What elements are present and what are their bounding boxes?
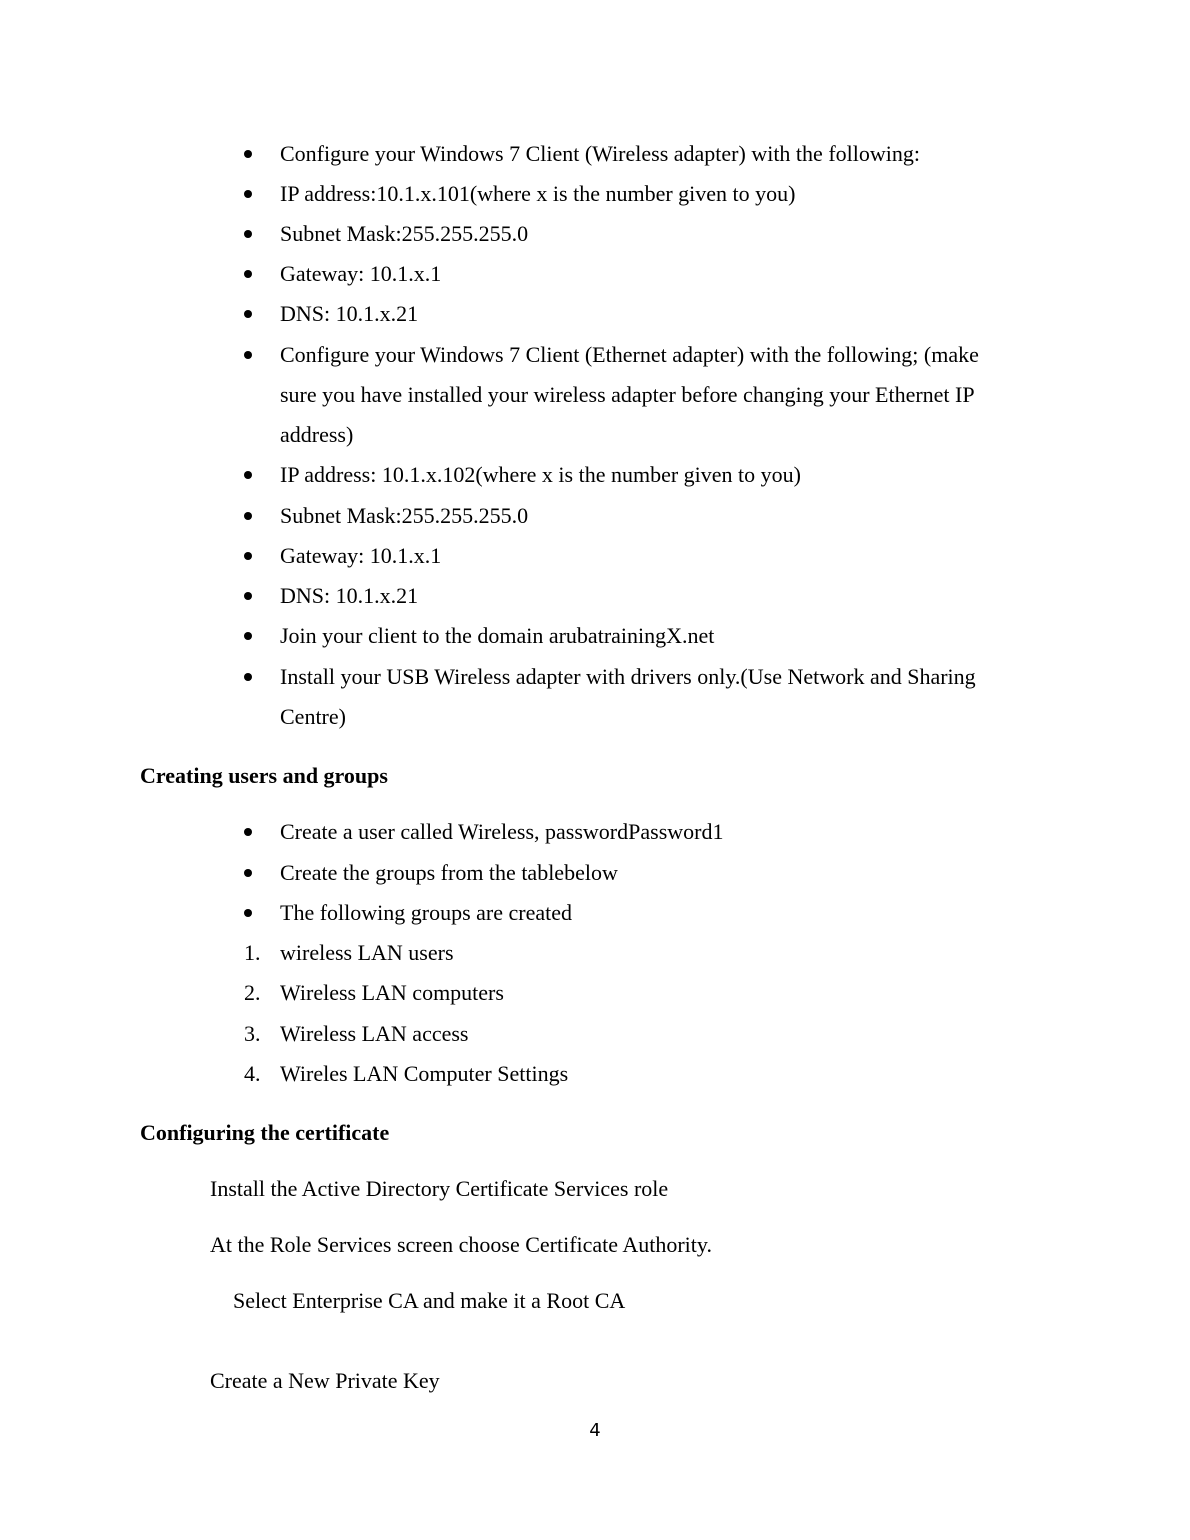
list-item: Gateway: 10.1.x.1 (280, 261, 442, 286)
bullet-icon (243, 853, 255, 893)
bullet-icon (243, 536, 255, 576)
list-item: Configure your Windows 7 Client (Wireless adapter) with the following: (280, 141, 920, 166)
list-number: 3. (244, 1021, 261, 1046)
list-number: 2. (244, 980, 261, 1005)
list-item: DNS: 10.1.x.21 (280, 583, 419, 608)
list-item-continuation: address) (280, 422, 354, 447)
list-item: wireless LAN users (280, 940, 454, 965)
paragraph: Create a New Private Key (210, 1368, 440, 1393)
bullet-icon (243, 254, 255, 294)
page-number: 4 (589, 1420, 601, 1441)
bullet-icon (243, 893, 255, 933)
bullet-icon (243, 496, 255, 536)
list-item: Install your USB Wireless adapter with drivers only.(Use Network and Sharing (280, 664, 976, 689)
list-item: IP address: 10.1.x.102(where x is the number given to you) (280, 462, 801, 487)
list-item: Wireless LAN access (280, 1021, 469, 1046)
bullet-icon (243, 812, 255, 852)
bullet-icon (243, 134, 255, 174)
list-item: IP address:10.1.x.101(where x is the number given to you) (280, 181, 796, 206)
list-number: 4. (244, 1061, 261, 1086)
bullet-icon (243, 174, 255, 214)
list-item: Configure your Windows 7 Client (Ethernet adapter) with the following; (make (280, 342, 979, 367)
list-item: Create the groups from the tablebelow (280, 860, 618, 885)
bullet-icon (243, 294, 255, 334)
bullet-icon (243, 616, 255, 656)
section-heading-users: Creating users and groups (140, 763, 388, 788)
list-item-continuation: sure you have installed your wireless adapter before changing your Ethernet IP (280, 382, 975, 407)
bullet-icon (243, 455, 255, 495)
bullet-icon (243, 576, 255, 616)
list-item: Join your client to the domain arubatrainingX.net (280, 623, 715, 648)
paragraph: At the Role Services screen choose Certificate Authority. (210, 1232, 712, 1257)
list-number: 1. (244, 940, 261, 965)
list-item: Wireles LAN Computer Settings (280, 1061, 569, 1086)
list-item: Wireless LAN computers (280, 980, 504, 1005)
list-item: Gateway: 10.1.x.1 (280, 543, 442, 568)
paragraph: Install the Active Directory Certificate Services role (210, 1176, 669, 1201)
section-heading-certificate: Configuring the certificate (140, 1120, 390, 1145)
list-item-continuation: Centre) (280, 704, 346, 729)
bullet-icon (243, 335, 255, 375)
list-item: DNS: 10.1.x.21 (280, 301, 419, 326)
list-item: The following groups are created (280, 900, 572, 925)
list-item: Create a user called Wireless, passwordPassword1 (280, 819, 724, 844)
paragraph: Select Enterprise CA and make it a Root CA (233, 1288, 626, 1313)
bullet-icon (243, 657, 255, 697)
list-item: Subnet Mask:255.255.255.0 (280, 221, 529, 246)
bullet-icon (243, 214, 255, 254)
list-item: Subnet Mask:255.255.255.0 (280, 503, 529, 528)
